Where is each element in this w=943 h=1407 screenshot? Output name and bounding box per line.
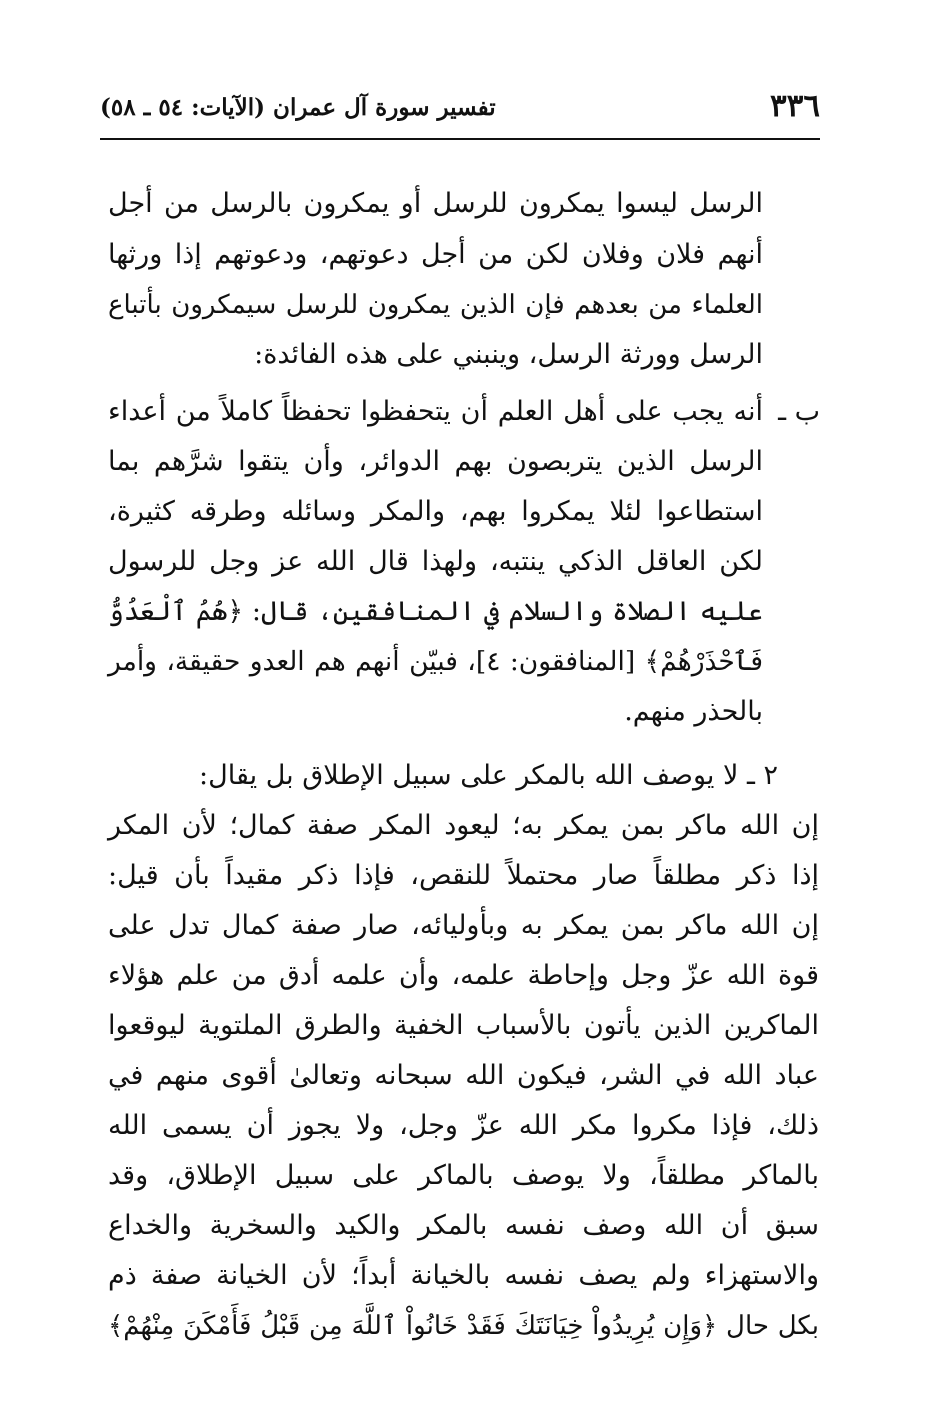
text-line: إن الله ماكر بمن يمكر به وبأوليائه، صار صفة كمال تدل على bbox=[108, 910, 819, 941]
text-line: بالحذر منهم. bbox=[624, 696, 763, 727]
text-line: ذلك، فإذا مكروا مكر الله عزّ وجل، ولا يجوز أن يسمى الله bbox=[108, 1110, 819, 1141]
page-number: ٣٣٦ bbox=[770, 88, 820, 124]
text-line: الرسل ليسوا يمكرون للرسل أو يمكرون بالرسل من أجل bbox=[108, 188, 763, 219]
text-line: بالماكر مطلقاً، ولا يوصف بالماكر على سبيل الإطلاق، وقد bbox=[108, 1160, 819, 1191]
list-marker: ب ـ bbox=[778, 396, 820, 427]
text-line: عباد الله في الشر، فيكون الله سبحانه وتعالىٰ أقوى منهم في bbox=[108, 1060, 819, 1091]
text-line: قوة الله عزّ وجل وإحاطة علمه، وأن علمه أدق من علم هؤلاء bbox=[108, 960, 819, 991]
text-line: العلماء من بعدهم فإن الذين يمكرون للرسل سيمكرون بأتباع bbox=[108, 290, 763, 320]
text-line: أنهم فلان وفلان لكن من أجل دعوتهم، ودعوتهم إذا ورثها bbox=[108, 239, 763, 270]
page-header bbox=[100, 88, 820, 132]
text-line: أنه يجب على أهل العلم أن يتحفظوا تحفظاً كاملاً من أعداء bbox=[108, 396, 763, 427]
text-line: الرسل الذين يتربصون بهم الدوائر، وأن يتقوا شرَّهم بما bbox=[108, 446, 763, 477]
running-title: تفسير سورة آل عمران (الآيات: ٥٤ ـ ٥٨) bbox=[100, 94, 496, 121]
text-line: سبق أن الله وصف نفسه بالمكر والكيد والسخرية والخداع bbox=[108, 1210, 819, 1241]
text-line: استطاعوا لئلا يمكروا بهم، والمكر وسائله وطرقه كثيرة، bbox=[108, 496, 763, 527]
text-line: الرسل وورثة الرسل، وينبني على هذه الفائدة: bbox=[254, 339, 763, 370]
text-line: ٢ ـ لا يوصف الله بالمكر على سبيل الإطلاق بل يقال: bbox=[199, 760, 778, 791]
text-line: فَٱحْذَرْهُمْ﴾ [المنافقون: ٤]، فبيّن أنهم هم العدو حقيقة، وأمر bbox=[108, 646, 763, 677]
text-line: الماكرين الذين يأتون بالأسباب الخفية والطرق الملتوية ليوقعوا bbox=[108, 1010, 819, 1041]
text-line: عليه الصلاة والسلام في المنافقين، قال: ﴿هُمُ ٱلْعَدُوُّ bbox=[108, 596, 763, 627]
text-line: والاستهزاء ولم يصف نفسه بالخيانة أبداً؛ لأن الخيانة صفة ذم bbox=[108, 1260, 819, 1291]
text-line: إن الله ماكر بمن يمكر به؛ ليعود المكر صفة كمال؛ لأن المكر bbox=[108, 810, 819, 841]
text-line: إذا ذكر مطلقاً صار محتملاً للنقص، فإذا ذكر مقيداً بأن قيل: bbox=[108, 860, 819, 891]
text-line: لكن العاقل الذكي ينتبه، ولهذا قال الله عز وجل للرسول bbox=[108, 546, 763, 577]
text-line: بكل حال ﴿وَإِن يُرِيدُواْ خِيَانَتَكَ فَقَدْ خَانُواْ ٱللَّهَ مِن قَبْلُ فَأَمْكَنَ مِنْهُمْ﴾ bbox=[108, 1311, 819, 1341]
header-rule bbox=[100, 138, 820, 140]
